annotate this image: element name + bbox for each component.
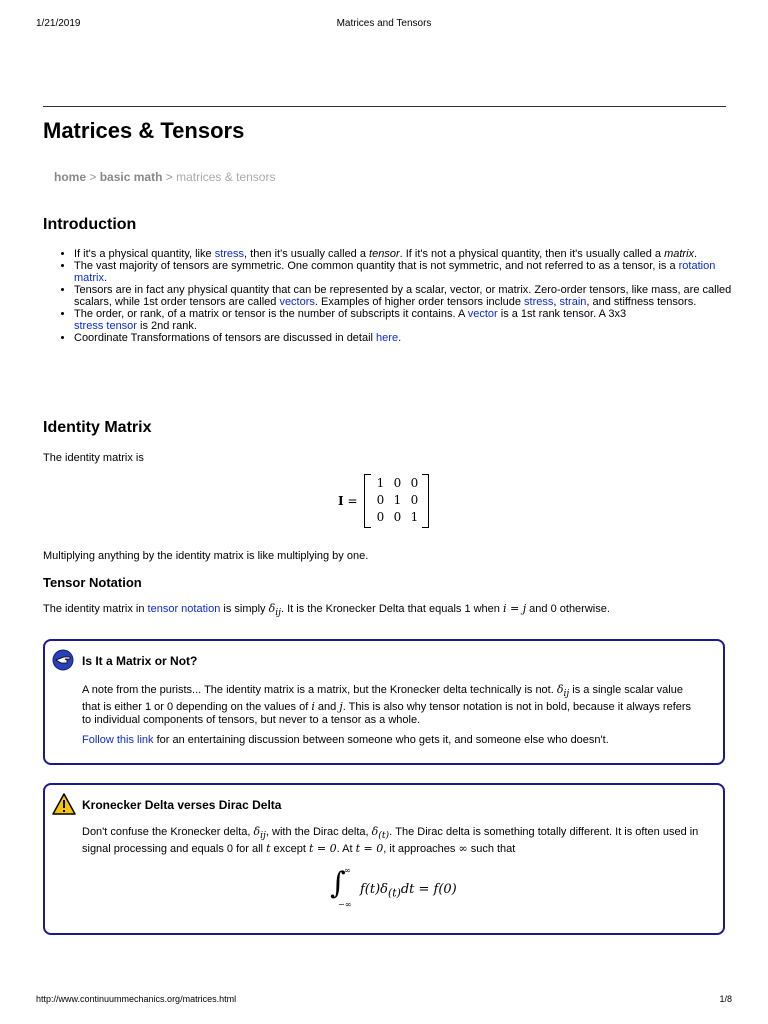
matrix-cell: 1 xyxy=(410,510,419,524)
coordinate-transformations-link[interactable]: here xyxy=(376,332,399,344)
print-header xyxy=(36,18,732,32)
matrix-left-bracket xyxy=(364,474,371,528)
section-heading-introduction: Introduction xyxy=(43,216,137,233)
print-url: http://www.continuummechanics.org/matrices.html xyxy=(36,994,237,1004)
stress-link[interactable]: stress xyxy=(214,248,245,260)
matrix-lhs: I = xyxy=(338,494,358,508)
stress-tensor-link[interactable]: stress tensor xyxy=(74,320,137,332)
matrix-cell: 0 xyxy=(410,476,419,490)
list-item: • The order, or rank, of a matrix or tensor is the number of subscripts it contains. A vector is a 1st rank tensor. A 3x3 stress tensor is 2nd rank. xyxy=(74,308,744,332)
subsection-heading-tensor-notation: Tensor Notation xyxy=(43,575,142,590)
breadcrumb-home-link[interactable]: home xyxy=(54,170,87,184)
matrix-cell: 0 xyxy=(393,476,402,490)
kronecker-delta-symbol: $\delta_{ij}$ xyxy=(556,683,570,700)
matrix-cell: 0 xyxy=(393,510,402,524)
matrix-cell: 1 xyxy=(376,476,385,490)
integral-body: $f(t)\delta_{(t)}dt = f(0)$ xyxy=(360,882,457,900)
integral-lower-limit: −∞ xyxy=(338,900,352,909)
pointing-hand-icon xyxy=(52,649,74,676)
vector-link[interactable]: vector xyxy=(467,308,498,320)
callout-body: Follow this link for an entertaining discussion between someone who gets it, and someone else who doesn't. xyxy=(82,734,609,746)
callout-box-kronecker-vs-dirac xyxy=(43,783,725,935)
callout-title: Is It a Matrix or Not? xyxy=(82,654,198,668)
identity-after-text: Multiplying anything by the identity matrix is like multiplying by one. xyxy=(43,550,369,562)
matrix-cell: 0 xyxy=(410,493,419,507)
vectors-link[interactable]: vectors xyxy=(279,296,315,308)
matrix-cell: 0 xyxy=(376,493,385,507)
identity-intro-text: The identity matrix is xyxy=(43,452,144,464)
tensor-notation-text: The identity matrix in tensor notation is simply $\delta_{ij}$. It is the Kronecker Delta that equals 1 when i = j and 0 otherwise. xyxy=(43,602,610,619)
matrix-grid xyxy=(372,476,424,527)
print-title: Matrices and Tensors xyxy=(336,18,432,29)
matrix-cell: 1 xyxy=(393,493,402,507)
tensor-notation-link[interactable]: tensor notation xyxy=(147,603,221,615)
rotation-matrix-link[interactable]: rotation matrix xyxy=(74,260,716,284)
breadcrumb xyxy=(54,170,275,184)
breadcrumb-separator: > xyxy=(162,170,177,184)
section-heading-identity-matrix: Identity Matrix xyxy=(43,419,152,436)
callout-body: A note from the purists... The identity matrix is a matrix, but the Kronecker delta technically is not. $\delta_{ij}$ is a single scalar value that is either 1 or 0 depending on the values of i and j. This is also why tensor notation is not in bold, because it always refers to individual components of tensors, but never to a tensor as a whole. xyxy=(82,683,692,727)
callout-box-matrix-or-not xyxy=(43,639,725,765)
integral-sign: ∫ xyxy=(330,866,346,901)
print-page-number: 1/8 xyxy=(719,994,732,1004)
print-date: 1/21/2019 xyxy=(36,18,81,29)
matrix-cell: 0 xyxy=(376,510,385,524)
breadcrumb-current: matrices & tensors xyxy=(176,170,276,184)
kronecker-delta-symbol: $\delta_{ij}$ xyxy=(253,825,266,842)
breadcrumb-separator: > xyxy=(86,170,100,184)
dirac-delta-symbol: $\delta_{(t)}$ xyxy=(371,825,390,842)
breadcrumb-basic-math-link[interactable]: basic math xyxy=(99,170,163,184)
integral-upper-limit: ∞ xyxy=(344,866,351,875)
kronecker-delta-symbol: $\delta_{ij}$ xyxy=(268,602,282,619)
strain-link[interactable]: strain xyxy=(559,296,587,308)
list-item: • The vast majority of tensors are symmetric. One common quantity that is not symmetric, and not referred to as a tensor, is a rotation matrix. xyxy=(74,260,744,284)
warning-triangle-icon xyxy=(52,793,76,820)
callout-body: Don't confuse the Kronecker delta, $\delta_{ij}$, with the Dirac delta, $\delta_{(t)}$. The Dirac delta is something totally different. It is often used in signal processing and equals 0 for all t except t = 0. At t = 0, it approaches ∞ such that xyxy=(82,825,699,856)
callout-title: Kronecker Delta verses Dirac Delta xyxy=(82,798,282,812)
intro-bullet-list xyxy=(44,248,744,344)
matrix-right-bracket xyxy=(422,474,429,528)
stress-link[interactable]: stress xyxy=(524,296,554,308)
list-item: • Coordinate Transformations of tensors are discussed in detail here. xyxy=(74,332,744,344)
list-item: • If it's a physical quantity, like stress, then it's usually called a tensor. If it's not a physical quantity, then it's usually called a matrix. xyxy=(74,248,744,260)
list-item: • Tensors are in fact any physical quantity that can be represented by a scalar, vector, or matrix. Zero-order tensors, like mass, are called scalars, while 1st order tensors are called vectors. Examples of higher order tensors include stress, strain, and stiffness tensors. xyxy=(74,284,744,308)
page-title: Matrices & Tensors xyxy=(43,118,245,143)
follow-this-link[interactable]: Follow this link xyxy=(82,734,154,746)
header-rule xyxy=(43,106,726,107)
